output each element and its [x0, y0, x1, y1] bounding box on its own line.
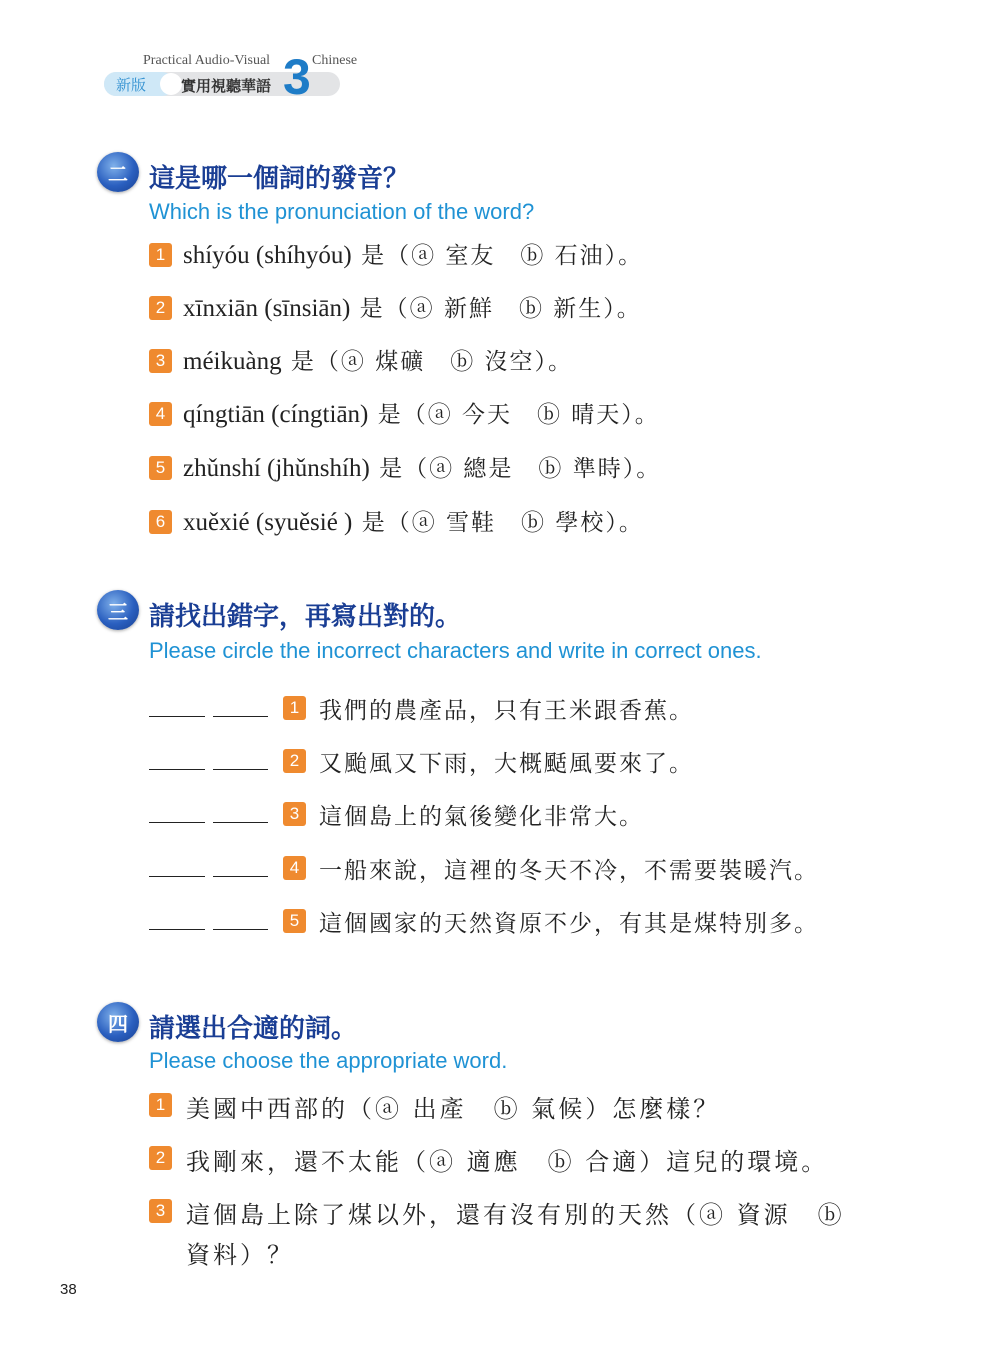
- answer-blank[interactable]: [149, 716, 205, 717]
- header-english-left: Practical Audio-Visual: [143, 53, 271, 68]
- section-4-badge: 四: [97, 1002, 139, 1042]
- item-choices: 是（ⓐ 室友 ⓑ 石油）。: [361, 243, 644, 269]
- item-number: 3: [149, 1199, 172, 1223]
- item-number: 5: [283, 909, 306, 933]
- answer-blank[interactable]: [213, 929, 268, 930]
- section-3-subtitle: Please circle the incorrect characters and write in correct ones.: [149, 638, 762, 663]
- item-number: 1: [149, 1093, 172, 1117]
- item-pinyin: zhǔnshí (jhǔnshíh): [183, 455, 370, 482]
- item-number: 1: [149, 243, 172, 267]
- item-text: 這個島上的氣後變化非常大。: [319, 804, 644, 830]
- section-4-title: 請選出合適的詞。: [149, 1014, 358, 1044]
- section-2-subtitle: Which is the pronunciation of the word?: [149, 199, 535, 224]
- answer-blank[interactable]: [149, 876, 205, 877]
- header-book-title: 實用視聽華語: [181, 77, 272, 95]
- item-pinyin: xīnxiān (sīnsiān): [183, 295, 351, 322]
- item-choices: 是（ⓐ 總是 ⓑ 準時）。: [379, 456, 662, 482]
- item-text: [183, 343, 573, 376]
- item-text: [183, 396, 660, 429]
- answer-blank[interactable]: [149, 929, 205, 930]
- header-divider-circle: [160, 73, 182, 95]
- section-2-title: 這是哪一個詞的發音？: [149, 164, 410, 194]
- item-choices: 是（ⓐ 今天 ⓑ 晴天）。: [377, 402, 660, 428]
- item-number: 2: [149, 1146, 172, 1170]
- answer-blank[interactable]: [149, 769, 205, 770]
- item-text: 一船來說，這裡的冬天不冷，不需要裝暖汽。: [319, 858, 819, 884]
- answer-blank[interactable]: [149, 822, 205, 823]
- item-pinyin: xuěxié (syuěsié ): [183, 509, 353, 536]
- item-pinyin: shíyóu (shíhyóu): [183, 242, 352, 269]
- answer-blank[interactable]: [213, 822, 268, 823]
- item-text: [183, 237, 643, 270]
- item-number: 2: [283, 749, 306, 773]
- item-text: 美國中西部的（ⓐ 出產 ⓑ 氣候）怎麼樣？: [186, 1095, 721, 1123]
- section-3-title: 請找出錯字，再寫出對的。: [149, 602, 462, 632]
- item-number: 3: [283, 802, 306, 826]
- item-text: [183, 290, 642, 323]
- answer-blank[interactable]: [213, 716, 268, 717]
- header-english-right: Chinese: [312, 53, 358, 68]
- item-text: 又颱風又下雨，大概颳風要來了。: [319, 751, 694, 777]
- item-text: 這個島上除了煤以外，還有沒有別的天然（ⓐ 資源 ⓑ: [186, 1201, 845, 1229]
- item-text: 我剛來，還不太能（ⓐ 適應 ⓑ 合適）這兒的環境。: [186, 1148, 829, 1176]
- section-3-badge: 三: [97, 590, 139, 630]
- item-number: 6: [149, 510, 172, 534]
- item-choices: 是（ⓐ 煤礦 ⓑ 沒空）。: [290, 349, 574, 375]
- header-volume-number: 3: [283, 49, 311, 105]
- section-2-badge: 二: [97, 152, 139, 192]
- item-number: 4: [283, 856, 306, 880]
- item-number: 5: [149, 456, 172, 480]
- section-4-subtitle: Please choose the appropriate word.: [149, 1048, 508, 1073]
- item-text: [183, 450, 661, 483]
- item-number: 1: [283, 696, 306, 720]
- item-text-continued: 資料）？: [186, 1241, 294, 1269]
- answer-blank[interactable]: [213, 769, 268, 770]
- item-number: 3: [149, 349, 172, 373]
- item-text: 這個國家的天然資原不少，有其是煤特別多。: [319, 911, 819, 937]
- answer-blank[interactable]: [213, 876, 268, 877]
- page-number: 38: [60, 1281, 77, 1298]
- item-choices: 是（ⓐ 雪鞋 ⓑ 學校）。: [361, 510, 644, 536]
- item-choices: 是（ⓐ 新鮮 ⓑ 新生）。: [359, 296, 642, 322]
- item-text: [183, 504, 644, 537]
- item-pinyin: qíngtiān (cíngtiān): [183, 401, 369, 428]
- header-new-label: 新版: [116, 76, 147, 94]
- item-number: 4: [149, 402, 172, 426]
- item-text: 我們的農產品，只有王米跟香蕉。: [319, 698, 694, 724]
- item-number: 2: [149, 296, 172, 320]
- item-pinyin: méikuàng: [183, 348, 282, 375]
